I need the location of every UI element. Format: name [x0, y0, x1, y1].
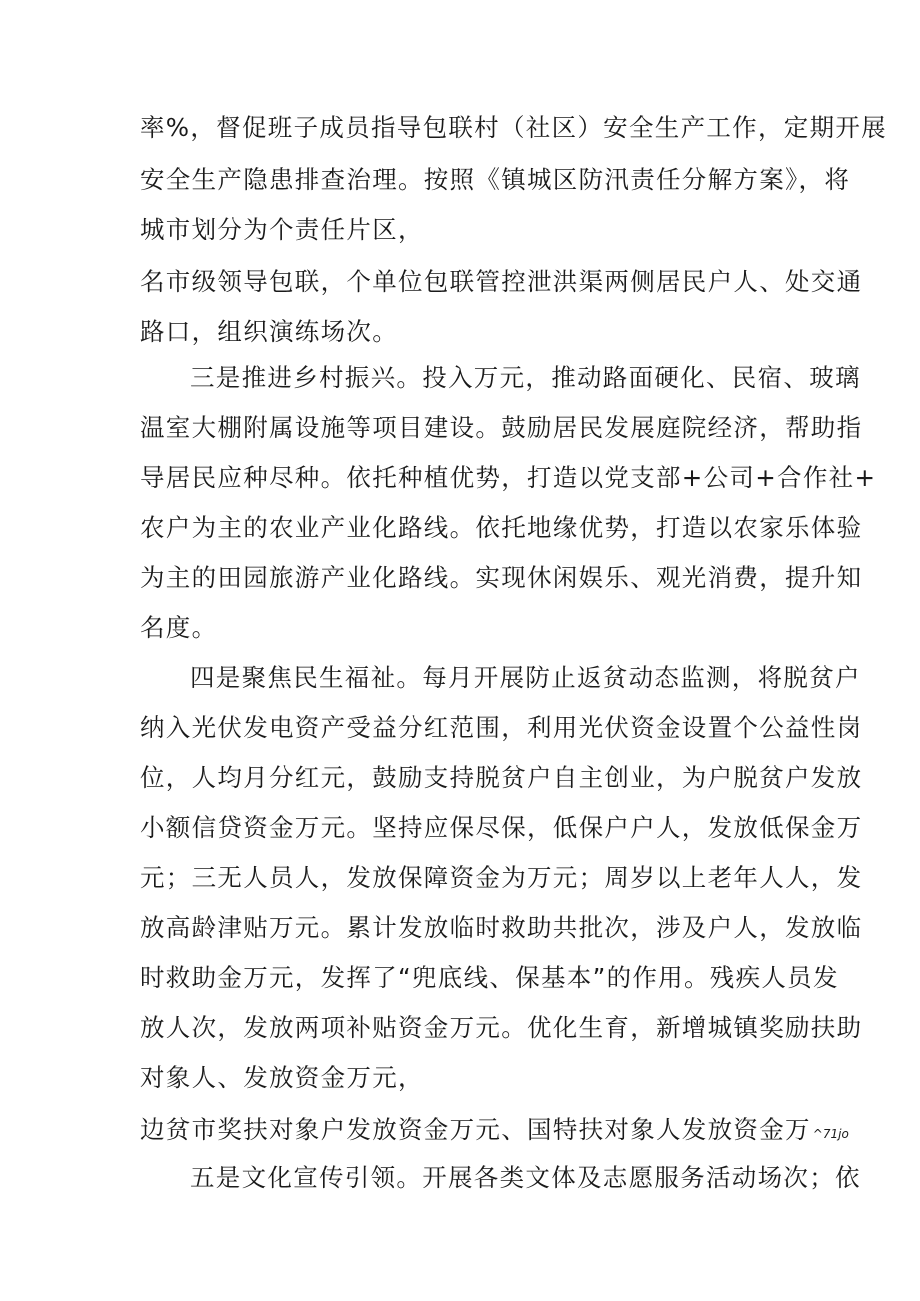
- paragraph-line-with-mark: [140, 1110, 849, 1150]
- paragraph-line: 城市划分为个责任片区，: [140, 215, 424, 244]
- paragraph-line: 名度。: [140, 613, 218, 642]
- paragraph-line: 放人次，发放两项补贴资金万元。优化生育，新增城镇奖励扶助: [140, 1013, 863, 1042]
- paragraph-line: 为主的田园旅游产业化路线。实现休闲娱乐、观光消费，提升知: [140, 563, 863, 592]
- paragraph-line: 路口，组织演练场次。: [140, 317, 398, 346]
- paragraph-line: 率%，督促班子成员指导包联村（社区）安全生产工作，定期开展: [140, 113, 887, 142]
- paragraph-line: 农户为主的农业产业化路线。依托地缘优势，打造以农家乐体验: [140, 513, 863, 542]
- paragraph-line: 对象人、发放资金万元，: [140, 1063, 424, 1092]
- paragraph-line: 温室大棚附属设施等项目建设。鼓励居民发展庭院经济，帮助指: [140, 413, 863, 442]
- paragraph-line: 三是推进乡村振兴。投入万元，推动路面硬化、民宿、玻璃: [190, 363, 861, 392]
- paragraph-line: 小额信贷资金万元。坚持应保尽保，低保户户人，发放低保金万: [140, 813, 863, 842]
- paragraph-line: 导居民应种尽种。依托种植优势，打造以党支部+公司+合作社+: [140, 463, 877, 492]
- paragraph-line: 名市级领导包联，个单位包联管控泄洪渠两侧居民户人、处交通: [140, 267, 863, 296]
- paragraph-line: 元；三无人员人，发放保障资金为万元；周岁以上老年人人，发: [140, 863, 863, 892]
- paragraph-line: 纳入光伏发电资产受益分红范围，利用光伏资金设置个公益性岗: [140, 713, 863, 742]
- trailing-mark: ^71jo: [812, 1127, 849, 1141]
- paragraph-line: 五是文化宣传引领。开展各类文体及志愿服务活动场次；依: [190, 1163, 861, 1192]
- paragraph-line: 安全生产隐患排查治理。按照《镇城区防汛责任分解方案》，将: [140, 165, 851, 194]
- paragraph-line-text: 边贫市奖扶对象户发放资金万元、国特扶对象人发放资金万: [140, 1115, 811, 1144]
- paragraph-line: 放高龄津贴万元。累计发放临时救助共批次，涉及户人，发放临: [140, 913, 863, 942]
- paragraph-line: 时救助金万元，发挥了“兜底线、保基本”的作用。残疾人员发: [140, 963, 839, 992]
- paragraph-line: 位，人均月分红元，鼓励支持脱贫户自主创业，为户脱贫户发放: [140, 763, 863, 792]
- paragraph-line: 四是聚焦民生福祉。每月开展防止返贫动态监测，将脱贫户: [190, 663, 861, 692]
